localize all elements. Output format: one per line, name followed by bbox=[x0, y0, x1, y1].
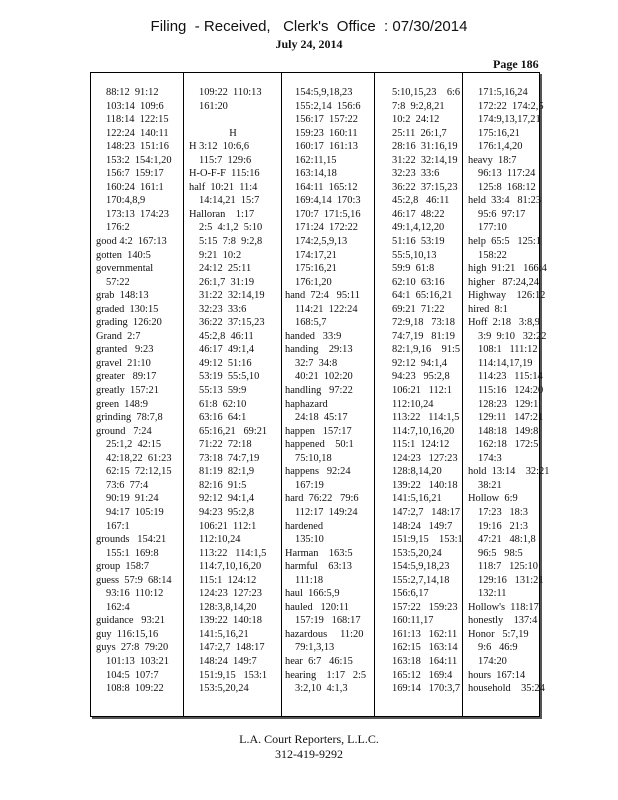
index-entry: graded 130:15 bbox=[96, 303, 159, 315]
index-entry-continuation: 160:24 161:1 bbox=[106, 181, 164, 193]
index-entry: gotten 140:5 bbox=[96, 249, 151, 261]
index-entry: hold 13:14 32:21 bbox=[468, 466, 550, 478]
index-entry-continuation: 46:17 49:1,4 bbox=[199, 344, 255, 356]
index-entry-continuation: 129:11 147:21 bbox=[478, 412, 544, 424]
index-entry-continuation: 96:5 98:5 bbox=[478, 547, 523, 559]
index-entry: green 148:9 bbox=[96, 398, 148, 410]
index-entry-continuation: 151:9,15 153:1 bbox=[392, 534, 463, 546]
index-entry-continuation: 176:1,4,20 bbox=[478, 141, 523, 153]
index-entry-continuation: 79:1,3,13 bbox=[295, 642, 335, 654]
index-entry: handling 97:22 bbox=[285, 385, 353, 397]
index-entry-continuation: 42:18,22 61:23 bbox=[106, 452, 172, 464]
index-entry-continuation: 40:21 102:20 bbox=[295, 371, 353, 383]
index-entry-continuation: 31:22 32:14,19 bbox=[392, 154, 458, 166]
index-entry-continuation: 19:16 21:3 bbox=[478, 520, 528, 532]
index-column-3 bbox=[285, 86, 366, 696]
index-entry-continuation: 62:15 72:12,15 bbox=[106, 466, 172, 478]
index-entry-continuation: 128:23 129:1 bbox=[478, 398, 539, 410]
index-entry-continuation: 9:6 46:9 bbox=[478, 642, 518, 654]
index-entry-continuation: 174:9,13,17,21 bbox=[478, 114, 541, 126]
index-entry-continuation: 114:7,10,16,20 bbox=[392, 425, 455, 437]
index-entry-continuation: 170:7 171:5,16 bbox=[295, 208, 361, 220]
index-entry: grinding 78:7,8 bbox=[96, 412, 163, 424]
index-entry-continuation: 88:12 91:12 bbox=[106, 87, 159, 98]
index-entry-continuation: 38:21 bbox=[478, 479, 502, 491]
index-entry-continuation: 153:5,20,24 bbox=[392, 547, 442, 559]
index-entry-continuation: 174:3 bbox=[478, 452, 502, 464]
reporter-phone: 312-419-9292 bbox=[275, 747, 343, 761]
index-entry: grab 148:13 bbox=[96, 290, 149, 302]
index-entry-continuation: 115:1 124:12 bbox=[392, 439, 450, 451]
index-column-1 bbox=[96, 86, 172, 696]
index-entry-continuation: 36:22 37:15,23 bbox=[392, 181, 458, 193]
index-entry-continuation: 104:5 107:7 bbox=[106, 669, 159, 681]
index-entry: hazardous 11:20 bbox=[285, 628, 364, 640]
index-entry-continuation: 95:6 97:17 bbox=[478, 208, 526, 220]
index-entry: higher 87:24,24 bbox=[468, 276, 539, 288]
index-entry-continuation: 69:21 71:22 bbox=[392, 303, 445, 315]
index-entry-continuation: 154:5,9,18,23 bbox=[295, 87, 353, 98]
index-entry-continuation: 112:10,24 bbox=[199, 534, 241, 546]
index-entry-continuation: 82:1,9,16 91:5 bbox=[392, 344, 461, 356]
index-entry-continuation: 175:16,21 bbox=[478, 127, 520, 139]
index-entry: honestly 137:4 bbox=[468, 615, 538, 627]
index-column-4 bbox=[382, 86, 463, 696]
index-entry-continuation: 153:5,20,24 bbox=[199, 683, 249, 695]
index-entry-continuation: 172:22 174:2,5 bbox=[478, 100, 544, 112]
index-entry-continuation: 45:2,8 46:11 bbox=[199, 330, 254, 342]
index-entry: H 3:12 10:6,6 bbox=[189, 141, 250, 153]
index-entry: hand 72:4 95:11 bbox=[285, 290, 360, 302]
index-entry-continuation: 163:18 164:11 bbox=[392, 655, 458, 667]
index-entry: Harman 163:5 bbox=[285, 547, 353, 559]
index-entry: Halloran 1:17 bbox=[189, 208, 255, 220]
index-entry-continuation: 28:16 31:16,19 bbox=[392, 141, 458, 153]
index-entry: hardened bbox=[285, 520, 324, 532]
index-entry-continuation: 10:2 24:12 bbox=[392, 114, 440, 126]
index-entry: Hollow's 118:17 bbox=[468, 601, 539, 613]
index-entry-continuation: 165:12 169:4 bbox=[392, 669, 453, 681]
index-entry-continuation: 94:17 105:19 bbox=[106, 506, 164, 518]
index-entry: good 4:2 167:13 bbox=[96, 236, 167, 248]
index-entry-continuation: 36:22 37:15,23 bbox=[199, 317, 265, 329]
index-entry-continuation: 92:12 94:1,4 bbox=[199, 493, 255, 505]
transcript-date: July 24, 2014 bbox=[275, 37, 343, 51]
index-entry: guys 27:8 79:20 bbox=[96, 642, 169, 654]
index-column-5 bbox=[468, 86, 549, 696]
index-entry: hauled 120:11 bbox=[285, 601, 349, 613]
index-entry-continuation: 118:7 125:10 bbox=[478, 561, 538, 573]
index-entry-continuation: 156:17 157:22 bbox=[295, 114, 358, 126]
index-entry: Honor 5:7,19 bbox=[468, 628, 529, 640]
index-entry-continuation: 156:6,17 bbox=[392, 588, 429, 600]
index-entry-continuation: 103:14 109:6 bbox=[106, 100, 164, 112]
index-entry: H-O-F-F 115:16 bbox=[189, 168, 260, 180]
index-entry-continuation: 169:14 170:3,7 bbox=[392, 683, 461, 695]
index-entry-continuation: 72:9,18 73:18 bbox=[392, 317, 455, 329]
index-entry-continuation: 49:1,4,12,20 bbox=[392, 222, 445, 234]
index-entry-continuation: 57:22 bbox=[106, 276, 130, 288]
index-entry-continuation: 90:19 91:24 bbox=[106, 493, 159, 505]
index-entry-continuation: 162:15 163:14 bbox=[392, 642, 458, 654]
index-entry-continuation: 17:23 18:3 bbox=[478, 506, 528, 518]
index-entry: harmful 63:13 bbox=[285, 561, 352, 573]
index-entry-continuation: 118:14 122:15 bbox=[106, 114, 169, 126]
index-entry-continuation: 135:10 bbox=[295, 534, 324, 546]
index-entry-continuation: 160:17 161:13 bbox=[295, 141, 358, 153]
index-entry-continuation: 125:8 168:12 bbox=[478, 181, 536, 193]
index-entry: hearing 1:17 2:5 bbox=[285, 669, 367, 681]
index-entry: handed 33:9 bbox=[285, 330, 342, 342]
index-entry: group 158:7 bbox=[96, 561, 150, 573]
index-entry: grounds 154:21 bbox=[96, 534, 167, 546]
index-entry-continuation: 161:20 bbox=[199, 100, 228, 112]
index-entry-continuation: 124:23 127:23 bbox=[199, 588, 262, 600]
index-entry: Hollow 6:9 bbox=[468, 493, 518, 505]
index-entry-continuation: 161:13 162:11 bbox=[392, 628, 458, 640]
index-entry-continuation: 171:24 172:22 bbox=[295, 222, 358, 234]
index-entry-continuation: 148:24 149:7 bbox=[392, 520, 453, 532]
index-entry-continuation: 153:2 154:1,20 bbox=[106, 154, 172, 166]
index-entry-continuation: 51:16 53:19 bbox=[392, 236, 445, 248]
index-entry: ground 7:24 bbox=[96, 425, 152, 437]
index-entry-continuation: 160:11,17 bbox=[392, 615, 434, 627]
index-entry: household 35:24 bbox=[468, 683, 545, 695]
index-entry: help 65:5 125:1 bbox=[468, 236, 542, 248]
index-entry-continuation: 132:11 bbox=[478, 588, 507, 600]
index-entry-continuation: 71:22 72:18 bbox=[199, 439, 252, 451]
index-entry-continuation: 155:2,14 156:6 bbox=[295, 100, 361, 112]
index-entry: hired 8:1 bbox=[468, 303, 508, 315]
index-entry-continuation: 128:8,14,20 bbox=[392, 466, 442, 478]
index-entry-continuation: 139:22 140:18 bbox=[199, 615, 262, 627]
index-entry-continuation: 129:16 131:21 bbox=[478, 574, 544, 586]
index-entry-continuation: 163:14,18 bbox=[295, 168, 337, 180]
index-entry-continuation: 9:21 10:2 bbox=[199, 249, 242, 261]
index-entry-continuation: 148:18 149:8 bbox=[478, 425, 539, 437]
index-entry-continuation: 115:7 129:6 bbox=[199, 154, 252, 166]
index-entry-continuation: 24:12 25:11 bbox=[199, 263, 252, 275]
index-entry-continuation: 124:23 127:23 bbox=[392, 452, 458, 464]
index-entry: greatly 157:21 bbox=[96, 385, 159, 397]
index-entry-continuation: 114:23 115:14 bbox=[478, 371, 543, 383]
index-entry-continuation: 49:12 51:16 bbox=[199, 357, 252, 369]
index-entry-continuation: 175:16,21 bbox=[295, 263, 337, 275]
index-entry-continuation: 111:18 bbox=[295, 574, 324, 586]
index-entry: Grand 2:7 bbox=[96, 330, 141, 342]
index-entry-continuation: 168:5,7 bbox=[295, 317, 327, 329]
index-column-2 bbox=[189, 86, 277, 696]
index-entry-continuation: 155:2,7,14,18 bbox=[392, 574, 450, 586]
index-entry-continuation: 93:16 110:12 bbox=[106, 588, 164, 600]
index-entry-continuation: 169:4,14 170:3 bbox=[295, 195, 361, 207]
index-entry-continuation: 162:18 172:5 bbox=[478, 439, 539, 451]
index-entry-continuation: 174:20 bbox=[478, 655, 507, 667]
index-entry: happened 50:1 bbox=[285, 439, 354, 451]
index-entry: guess 57:9 68:14 bbox=[96, 574, 172, 586]
reporter-company: L.A. Court Reporters, L.L.C. bbox=[239, 732, 379, 746]
index-entry-continuation: 46:17 48:22 bbox=[392, 208, 445, 220]
index-entry-continuation: 122:24 140:11 bbox=[106, 127, 169, 139]
index-entry: gravel 21:10 bbox=[96, 357, 151, 369]
index-entry-continuation: 65:16,21 69:21 bbox=[199, 425, 268, 437]
index-entry: Highway 126:12 bbox=[468, 290, 546, 302]
index-entry-continuation: 75:10,18 bbox=[295, 452, 332, 464]
index-entry: granted 9:23 bbox=[96, 344, 154, 356]
index-entry-continuation: 156:7 159:17 bbox=[106, 168, 164, 180]
index-entry: heavy 18:7 bbox=[468, 154, 517, 166]
column-divider bbox=[374, 73, 375, 716]
index-entry-continuation: 94:23 95:2,8 bbox=[392, 371, 450, 383]
index-entry-continuation: 32:23 33:6 bbox=[392, 168, 440, 180]
index-entry-continuation: 115:16 124:20 bbox=[478, 385, 544, 397]
index-entry-continuation: 164:11 165:12 bbox=[295, 181, 358, 193]
index-entry: guy 116:15,16 bbox=[96, 628, 159, 640]
index-entry-continuation: 113:22 114:1,5 bbox=[199, 547, 267, 559]
index-entry: happen 157:17 bbox=[285, 425, 352, 437]
index-entry-continuation: 177:10 bbox=[478, 222, 507, 234]
index-entry-continuation: 53:19 55:5,10 bbox=[199, 371, 260, 383]
index-entry-continuation: 162:4 bbox=[106, 601, 130, 613]
column-divider bbox=[183, 73, 184, 716]
index-entry-continuation: 148:24 149:7 bbox=[199, 655, 257, 667]
index-entry-continuation: 167:19 bbox=[295, 479, 324, 491]
index-entry-continuation: 128:3,8,14,20 bbox=[199, 601, 257, 613]
index-entry-continuation: 26:1,7 31:19 bbox=[199, 276, 255, 288]
index-entry-continuation: 59:9 61:8 bbox=[392, 263, 435, 275]
index-entry-continuation: 154:5,9,18,23 bbox=[392, 561, 450, 573]
index-entry-continuation: 73:6 77:4 bbox=[106, 479, 149, 491]
index-entry-continuation: 114:7,10,16,20 bbox=[199, 561, 262, 573]
index-entry: high 91:21 166:4 bbox=[468, 263, 547, 275]
index-entry-continuation: 7:8 9:2,8,21 bbox=[392, 100, 445, 112]
index-entry-continuation: 47:21 48:1,8 bbox=[478, 534, 536, 546]
index-entry-continuation: 5:15 7:8 9:2,8 bbox=[199, 236, 263, 248]
index-entry-continuation: 45:2,8 46:11 bbox=[392, 195, 450, 207]
index-entry-continuation: 61:8 62:10 bbox=[199, 398, 247, 410]
index-entry: guidance 93:21 bbox=[96, 615, 165, 627]
index-entry-continuation: 101:13 103:21 bbox=[106, 655, 169, 667]
index-entry-continuation: 55:13 59:9 bbox=[199, 385, 247, 397]
index-entry-continuation: 157:22 159:23 bbox=[392, 601, 458, 613]
page-number: Page 186 bbox=[493, 57, 539, 71]
index-entry-continuation: 139:22 140:18 bbox=[392, 479, 458, 491]
index-entry-continuation: 63:16 64:1 bbox=[199, 412, 247, 424]
index-entry: hours 167:14 bbox=[468, 669, 526, 681]
index-entry-continuation: 176:2 bbox=[106, 222, 130, 234]
index-entry-continuation: 55:5,10,13 bbox=[392, 249, 437, 261]
filing-stamp: Filing - Received, Clerk's Office : 07/30/2014 bbox=[150, 18, 468, 35]
index-entry-continuation: 115:1 124:12 bbox=[199, 574, 257, 586]
index-entry-continuation: 173:13 174:23 bbox=[106, 208, 169, 220]
index-entry-continuation: 74:7,19 81:19 bbox=[392, 330, 455, 342]
index-entry-continuation: 106:21 112:1 bbox=[392, 385, 452, 397]
index-entry-continuation: 141:5,16,21 bbox=[199, 628, 249, 640]
index-entry-continuation: 147:2,7 148:17 bbox=[392, 506, 461, 518]
column-divider bbox=[281, 73, 282, 716]
index-entry: held 33:4 81:23 bbox=[468, 195, 542, 207]
index-entry-continuation: 112:10,24 bbox=[392, 398, 434, 410]
index-entry-continuation: 171:5,16,24 bbox=[478, 87, 528, 98]
index-entry-continuation: 108:8 109:22 bbox=[106, 683, 164, 695]
index-entry-continuation: 151:9,15 153:1 bbox=[199, 669, 268, 681]
index-entry: half 10:21 11:4 bbox=[189, 181, 258, 193]
index-entry-continuation: 2:5 4:1,2 5:10 bbox=[199, 222, 263, 234]
index-entry-continuation: 96:13 117:24 bbox=[478, 168, 536, 180]
index-entry bbox=[189, 113, 277, 127]
index-entry-continuation: 141:5,16,21 bbox=[392, 493, 442, 505]
index-entry-continuation: 174:2,5,9,13 bbox=[295, 236, 348, 248]
index-entry-continuation: 170:4,8,9 bbox=[106, 195, 146, 207]
index-entry: haphazard bbox=[285, 398, 328, 410]
index-entry-continuation: 147:2,7 148:17 bbox=[199, 642, 265, 654]
index-entry-continuation: 82:16 91:5 bbox=[199, 479, 247, 491]
index-entry-continuation: 148:23 151:16 bbox=[106, 141, 169, 153]
index-entry-continuation: 167:1 bbox=[106, 520, 130, 532]
index-entry-continuation: 25:11 26:1,7 bbox=[392, 127, 447, 139]
index-entry: grading 126:20 bbox=[96, 317, 162, 329]
index-entry-continuation: 157:19 168:17 bbox=[295, 615, 361, 627]
index-entry-continuation: 94:23 95:2,8 bbox=[199, 506, 255, 518]
index-entry: handing 29:13 bbox=[285, 344, 353, 356]
index-entry: governmental bbox=[96, 263, 154, 275]
index-entry-continuation: 25:1,2 42:15 bbox=[106, 439, 162, 451]
index-entry-continuation: 62:10 63:16 bbox=[392, 276, 445, 288]
index-entry-continuation: 31:22 32:14,19 bbox=[199, 290, 265, 302]
index-entry-continuation: 32:7 34:8 bbox=[295, 357, 338, 369]
index-entry-continuation: 114:21 122:24 bbox=[295, 303, 358, 315]
index-entry-continuation: 114:14,17,19 bbox=[478, 357, 533, 369]
index-entry-continuation: 3:2,10 4:1,3 bbox=[295, 683, 348, 695]
index-entry-continuation: 3:9 9:10 32:22 bbox=[478, 330, 547, 342]
index-entry-continuation: 174:17,21 bbox=[295, 249, 337, 261]
index-entry-continuation: 64:1 65:16,21 bbox=[392, 290, 453, 302]
index-frame bbox=[90, 72, 550, 717]
index-entry: hard 76:22 79:6 bbox=[285, 493, 359, 505]
index-entry-continuation: 112:17 149:24 bbox=[295, 506, 358, 518]
index-entry-continuation: 159:23 160:11 bbox=[295, 127, 358, 139]
section-letter-heading: H bbox=[229, 127, 237, 139]
index-entry-continuation: 81:19 82:1,9 bbox=[199, 466, 255, 478]
index-entry-continuation: 24:18 45:17 bbox=[295, 412, 348, 424]
index-entry-continuation: 158:22 bbox=[478, 249, 507, 261]
index-entry-continuation: 176:1,20 bbox=[295, 276, 332, 288]
index-entry-continuation: 92:12 94:1,4 bbox=[392, 357, 448, 369]
index-entry: happens 92:24 bbox=[285, 466, 351, 478]
index-entry: hear 6:7 46:15 bbox=[285, 655, 353, 667]
index-entry: Hoff 2:18 3:8,9 bbox=[468, 317, 540, 329]
index-entry-continuation: 162:11,15 bbox=[295, 154, 337, 166]
index-entry-continuation: 108:1 111:12 bbox=[478, 344, 538, 356]
index-entry-continuation: 106:21 112:1 bbox=[199, 520, 257, 532]
index-entry-continuation: 5:10,15,23 6:6 bbox=[392, 87, 461, 98]
index-entry-continuation: 32:23 33:6 bbox=[199, 303, 247, 315]
index-entry-continuation: 73:18 74:7,19 bbox=[199, 452, 260, 464]
index-entry-continuation: 113:22 114:1,5 bbox=[392, 412, 460, 424]
index-entry: haul 166:5,9 bbox=[285, 588, 340, 600]
index-entry-continuation: 155:1 169:8 bbox=[106, 547, 159, 559]
index-entry-continuation: 14:14,21 15:7 bbox=[199, 195, 260, 207]
index-entry: greater 89:17 bbox=[96, 371, 157, 383]
index-entry-continuation: 109:22 110:13 bbox=[199, 87, 262, 98]
